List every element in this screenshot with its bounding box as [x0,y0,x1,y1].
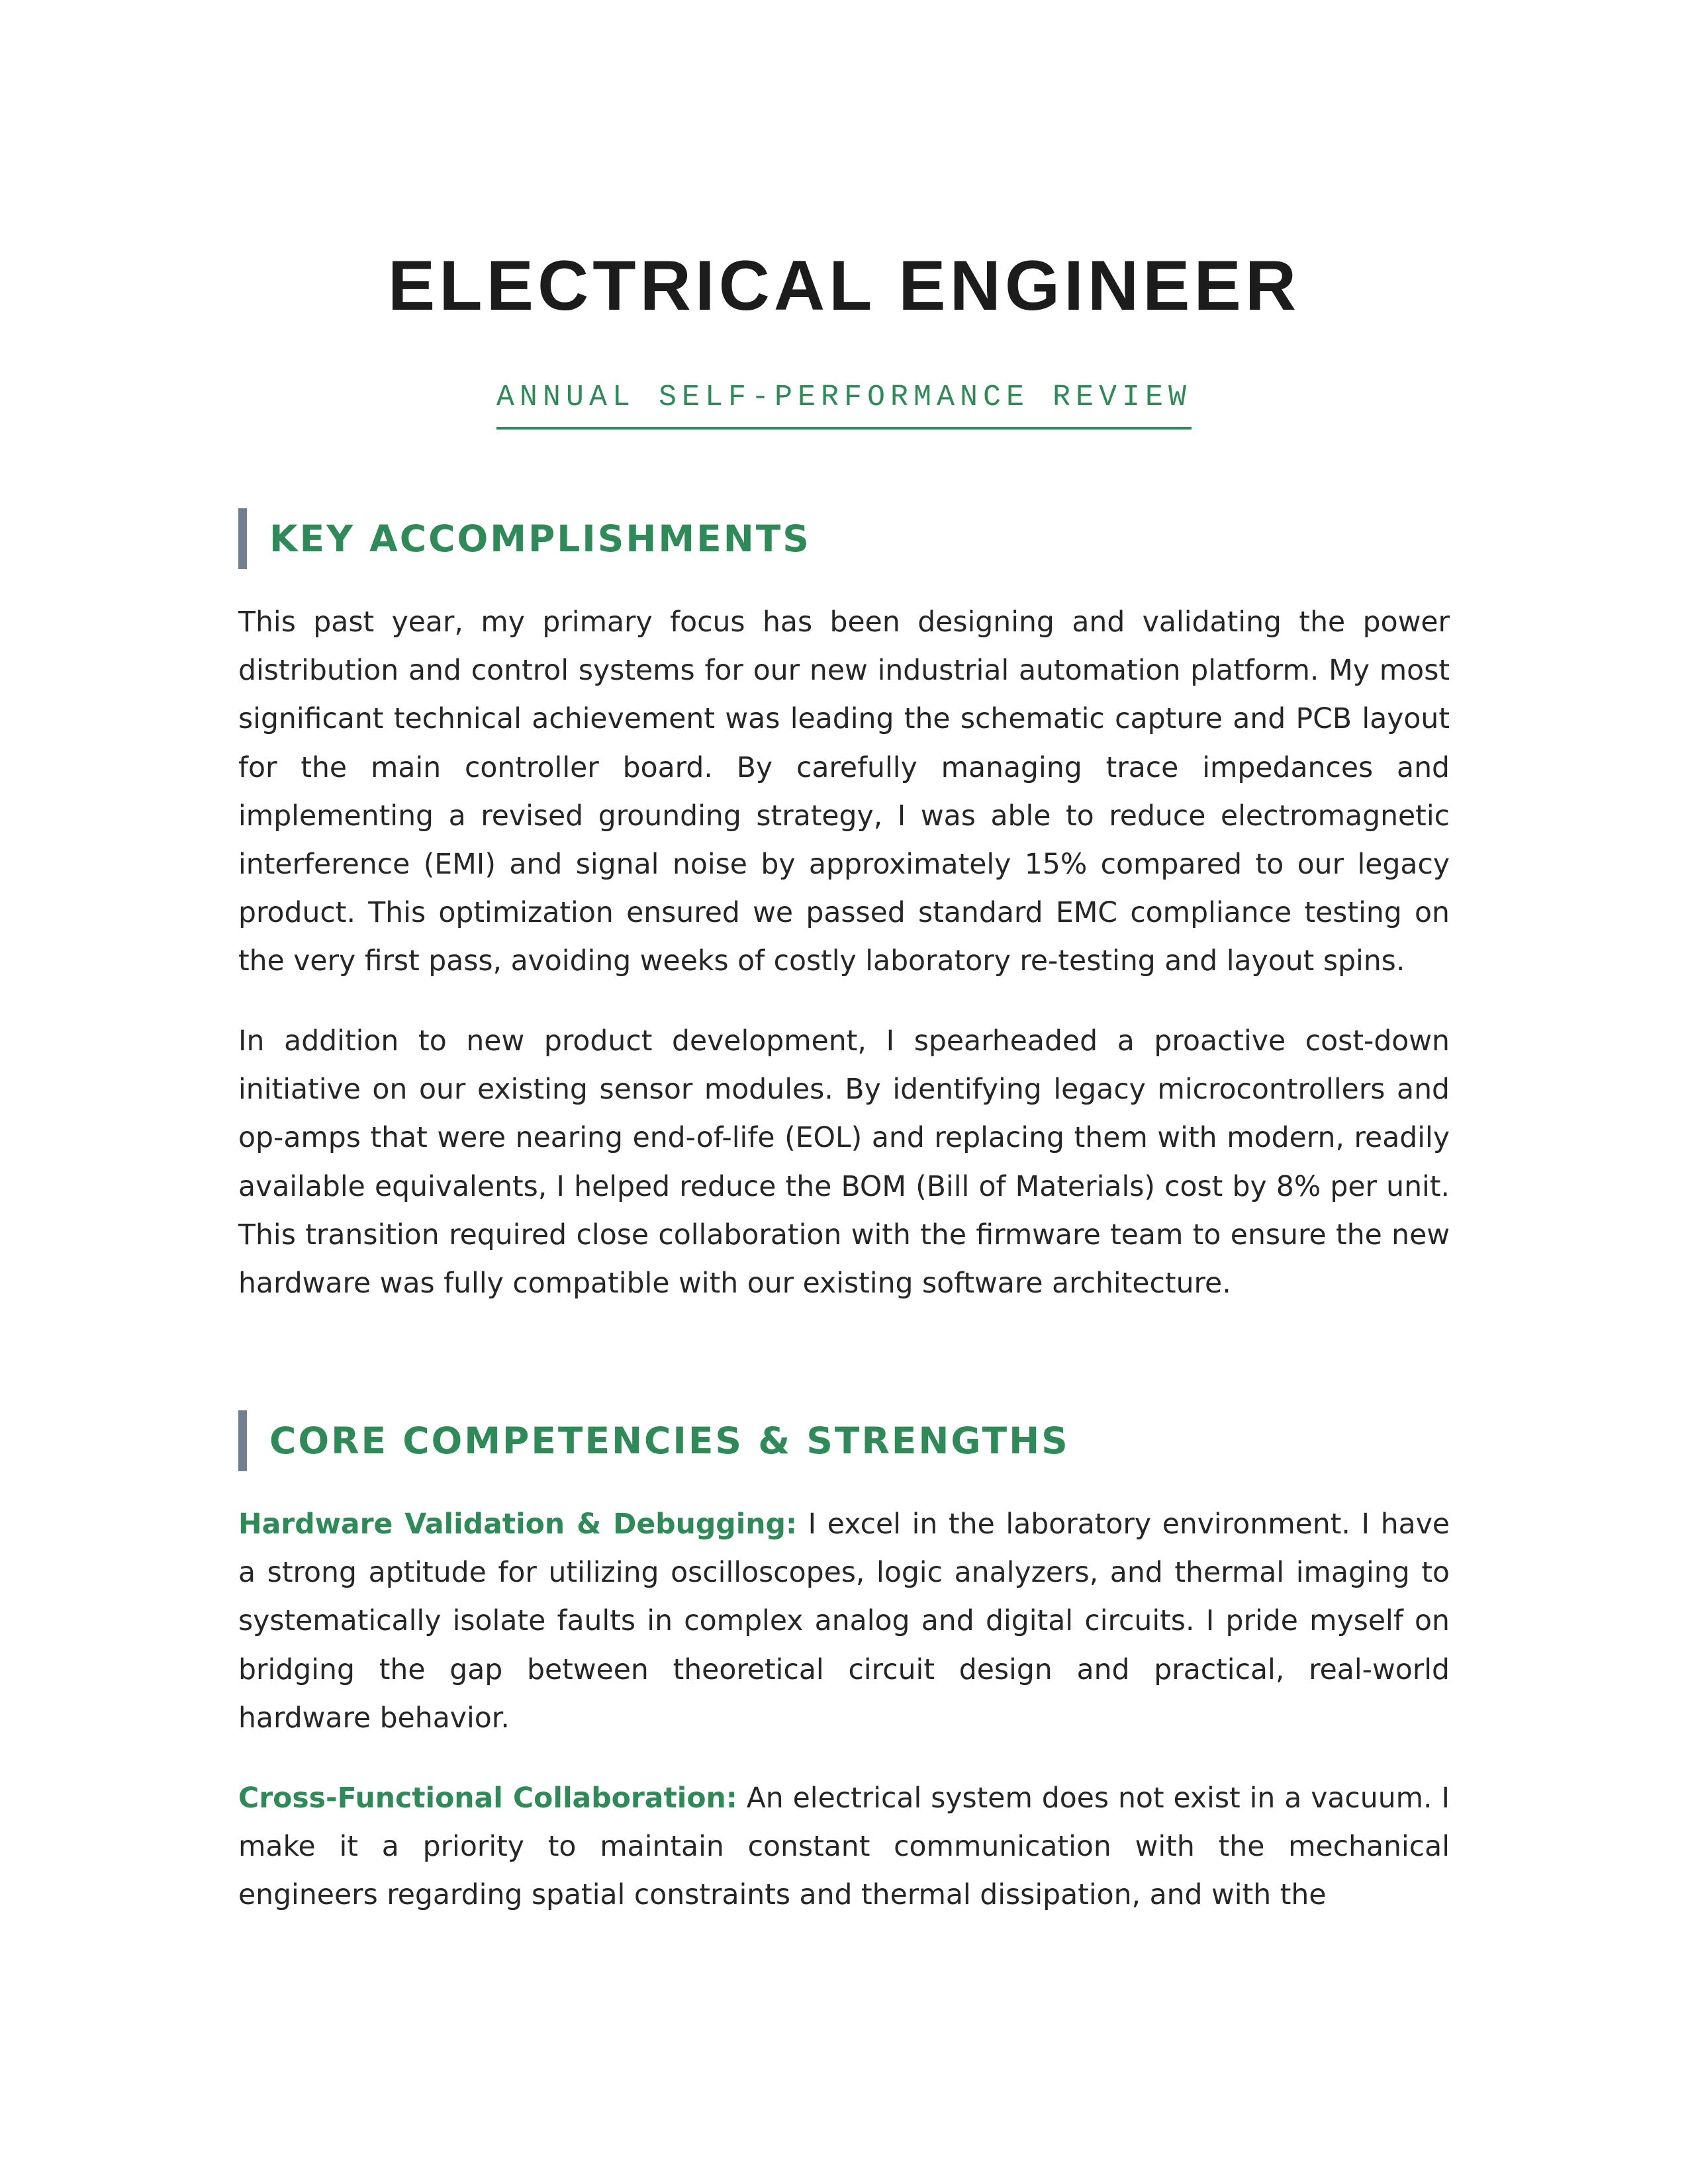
competency-text: I excel in the laboratory environment. I have a strong aptitude for utilizing oscilloscopes, logic analyzers, and thermal imaging to systematically isolate faults in complex analog and digital circuits. I pride myself on bridging the gap between theoretical circuit design and practical, real-world hardware behavior. [238,1508,1450,1735]
competency-text: An electrical system does not exist in a vacuum. I make it a priority to maintain constant communication with the mechanical engineers regarding spatial constraints and thermal dissipation, and with the [238,1782,1450,1912]
competency-lead-label: Hardware Validation & Debugging: [238,1508,797,1541]
competency-cross-functional [238,1774,1450,1920]
document-title: ELECTRICAL ENGINEER [387,246,1301,325]
competency-lead-label: Cross-Functional Collaboration: [238,1782,737,1815]
section-heading-core-competencies: CORE COMPETENCIES & STRENGTHS [238,1410,1450,1471]
competency-hardware-validation [238,1500,1450,1743]
document-subtitle: ANNUAL SELF-PERFORMANCE REVIEW [496,383,1192,430]
accomplishments-paragraph-2: In addition to new product development, I spearheaded a proactive cost-down initiative on our existing sensor modules. By identifying legacy microcontrollers and op-amps that were nearing end-of-life (EOL) and replacing them with modern, readily available equivalents, I helped reduce the BOM (Bill of Materials) cost by 8% per unit. This transition required close collaboration with the firmware team to ensure the new hardware was fully compatible with our existing software architecture. [238,1025,1450,1300]
accomplishments-paragraph-1: This past year, my primary focus has been designing and validating the power distribution and control systems for our new industrial automation platform. My most significant technical achievement was leading the schematic capture and PCB layout for the main controller board. By carefully managing trace impedances and implementing a revised grounding strategy, I was able to reduce electromagnetic interference (EMI) and signal noise by approximately 15% compared to our legacy product. This optimization ensured we passed standard EMC compliance testing on the very first pass, avoiding weeks of costly laboratory re-testing and layout spins. [238,606,1450,978]
subtitle-container [238,383,1450,430]
section-heading-key-accomplishments: KEY ACCOMPLISHMENTS [238,508,1450,569]
